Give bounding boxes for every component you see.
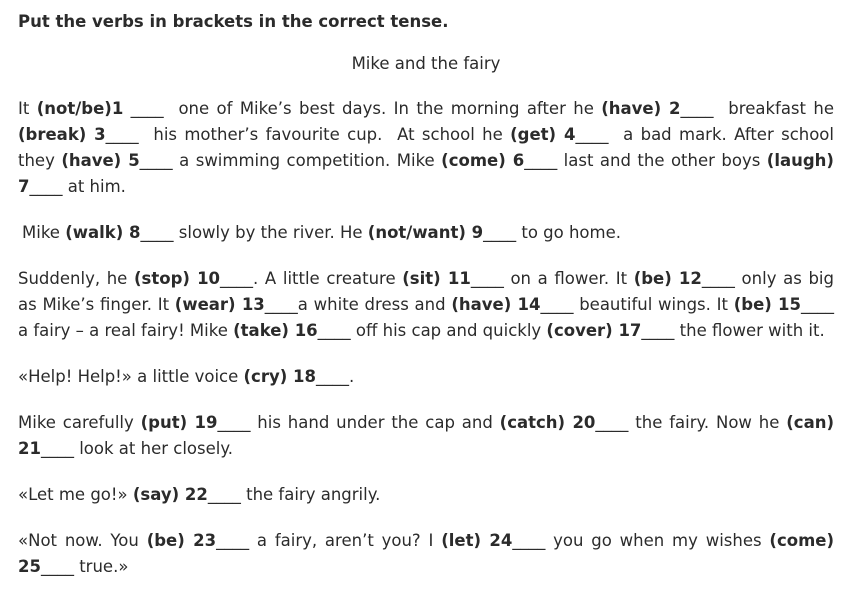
- verb-prompt: (get) 4: [510, 125, 576, 144]
- verb-prompt: (sit) 11: [402, 269, 471, 288]
- verb-prompt: (take) 16: [233, 321, 318, 340]
- verb-prompt: (have) 14: [451, 295, 541, 314]
- story-paragraph: [18, 96, 840, 200]
- verb-prompt: (come) 6: [441, 151, 525, 170]
- story-text: ____ a bad mark. After school they: [18, 125, 840, 170]
- story-text: ____ last and the other boys: [524, 151, 767, 170]
- verb-prompt: (can) 21: [18, 413, 840, 458]
- verb-prompt: (cry) 18: [243, 367, 316, 386]
- verb-prompt: (catch) 20: [499, 413, 596, 432]
- story-text: ____ breakfast he: [680, 99, 840, 118]
- instruction-heading: Put the verbs in brackets in the correct tense.: [18, 12, 449, 31]
- story-text: ____ his mother’s favourite cup. At school he: [105, 125, 511, 144]
- verb-prompt: (let) 24: [441, 531, 513, 550]
- story-text: ____ a fairy – a real fairy! Mike: [18, 295, 840, 340]
- story-text: Suddenly, he: [18, 269, 134, 288]
- verb-prompt: (be) 23: [146, 531, 217, 550]
- story-text: ____ one of Mike’s best days. In the morning after he: [123, 99, 602, 118]
- verb-prompt: (have) 5: [61, 151, 140, 170]
- verb-prompt: (come) 25: [18, 531, 840, 576]
- story-text: It: [18, 99, 37, 118]
- story-text: ____ the fairy. Now he: [595, 413, 787, 432]
- story-text: ____ you go when my wishes: [512, 531, 770, 550]
- story-title: Mike and the fairy: [351, 54, 501, 73]
- story-text: «Let me go!»: [18, 485, 133, 504]
- verb-prompt: (laugh) 7: [18, 151, 840, 196]
- story-text: ____ slowly by the river. He: [140, 223, 368, 242]
- story-text: ____ on a flower. It: [470, 269, 634, 288]
- story-text: ____a white dress and: [264, 295, 452, 314]
- story-text: ____ only as big as Mike’s finger. It: [18, 269, 840, 314]
- story-text: ____ the flower with it.: [641, 321, 825, 340]
- story-paragraph: [18, 528, 840, 580]
- story-text: ____ a swimming competition. Mike: [139, 151, 442, 170]
- story-text: ____ a fairy, aren’t you? I: [216, 531, 442, 550]
- story-text: ____.: [315, 367, 355, 386]
- story-text: ____ his hand under the cap and: [217, 413, 500, 432]
- story-paragraph: [18, 266, 840, 344]
- story-text: ____. A little creature: [220, 269, 403, 288]
- story-paragraph: [18, 410, 840, 462]
- story-text: «Help! Help!» a little voice: [18, 367, 244, 386]
- story-text: ____ true.»: [40, 557, 129, 576]
- story-text: «Not now. You: [18, 531, 147, 550]
- verb-prompt: (not/be)1: [36, 99, 124, 118]
- verb-prompt: (cover) 17: [546, 321, 642, 340]
- story-text: ____ to go home.: [483, 223, 621, 242]
- verb-prompt: (stop) 10: [133, 269, 221, 288]
- story-paragraph: [18, 220, 834, 246]
- verb-prompt: (walk) 8: [65, 223, 141, 242]
- verb-prompt: (be) 12: [633, 269, 702, 288]
- story-text: Mike carefully: [18, 413, 141, 432]
- story-text: ____ beautiful wings. It: [540, 295, 734, 314]
- story-text: ____ look at her closely.: [40, 439, 233, 458]
- verb-prompt: (be) 15: [733, 295, 802, 314]
- verb-prompt: (wear) 13: [174, 295, 265, 314]
- story-text: ____ off his cap and quickly: [317, 321, 547, 340]
- verb-prompt: (not/want) 9: [367, 223, 484, 242]
- story-body: [18, 96, 840, 580]
- verb-prompt: (say) 22: [132, 485, 208, 504]
- verb-prompt: (have) 2: [601, 99, 681, 118]
- story-paragraph: [18, 364, 834, 390]
- verb-prompt: (put) 19: [140, 413, 218, 432]
- story-text: ____ at him.: [29, 177, 126, 196]
- story-text: ____ the fairy angrily.: [207, 485, 381, 504]
- verb-prompt: (break) 3: [18, 125, 106, 144]
- story-text: Mike: [22, 223, 66, 242]
- story-paragraph: [18, 482, 834, 508]
